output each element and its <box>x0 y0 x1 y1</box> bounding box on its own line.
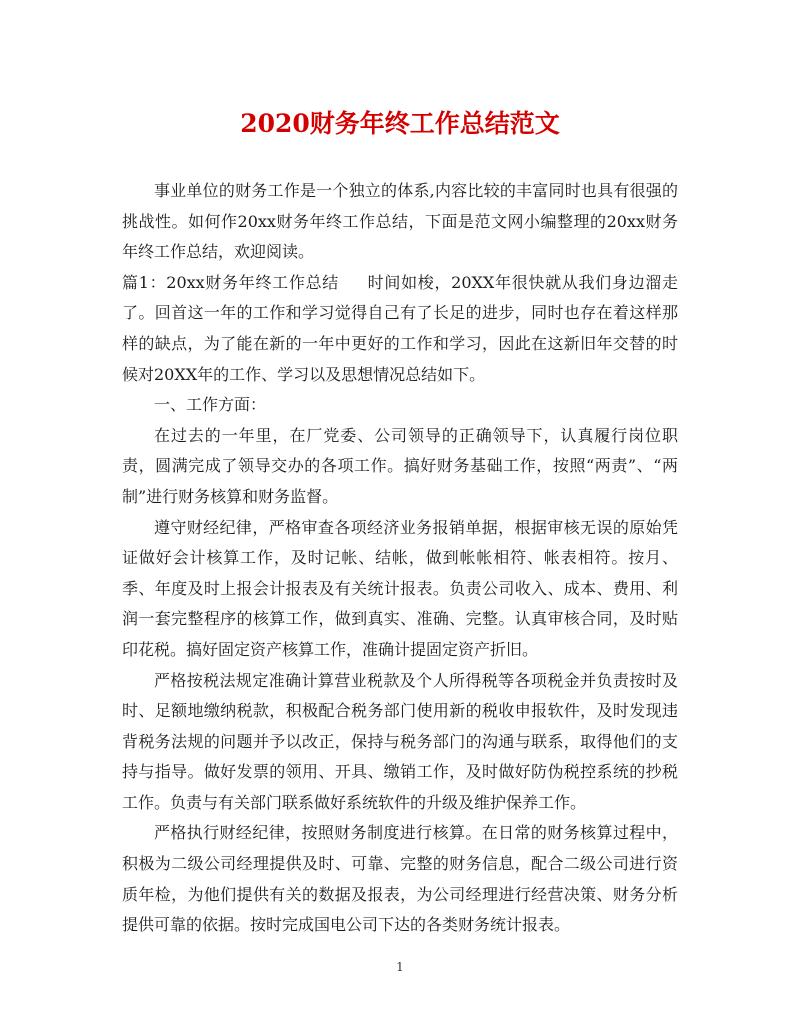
document-title: 2020财务年终工作总结范文 <box>240 109 560 138</box>
document-body <box>122 176 678 941</box>
intro-paragraph: 事业单位的财务工作是一个独立的体系,内容比较的丰富同时也具有很强的挑战性。如何作20xx财务年终工作总结，下面是范文网小编整理的20xx财务年终工作总结，欢迎阅读。 <box>122 181 678 262</box>
paragraph-3: 严格按税法规定准确计算营业税款及个人所得税等各项税金并负责按时及时、足额地缴纳税款，积极配合税务部门使用新的税收申报软件，及时发现违背税务法规的问题并予以改正，保持与税务部门的沟通与联系，取得他们的支持与指导。做好发票的领用、开具、缴销工作，及时做好防伪税控系统的抄税工作。负责与有关部门联系做好系统软件的升级及维护保养工作。 <box>122 670 678 812</box>
section-text: 时间如梭，20XX年很快就从我们身边溜走了。回首这一年的工作和学习觉得自己有了长足的进步，同时也存在着这样那样的缺点，为了能在新的一年中更好的工作和学习，因此在这新旧年交替的时候对20XX年的工作、学习以及思想情况总结如下。 <box>122 272 678 384</box>
section-paragraph <box>122 268 678 390</box>
heading-work: 一、工作方面： <box>154 395 267 415</box>
paragraph-1: 在过去的一年里，在厂党委、公司领导的正确领导下，认真履行岗位职责，圆满完成了领导交办的各项工作。搞好财务基础工作，按照“两责”、“两制”进行财务核算和财务监督。 <box>122 425 678 506</box>
section-label: 篇1：20xx财务年终工作总结 <box>122 272 339 292</box>
page-number: 1 <box>396 960 404 974</box>
paragraph-2: 遵守财经纪律，严格审查各项经济业务报销单据，根据审核无误的原始凭证做好会计核算工作，及时记帐、结帐，做到帐帐相符、帐表相符。按月、季、年度及时上报会计报表及有关统计报表。负责公司收入、成本、费用、利润一套完整程序的核算工作，做到真实、准确、完整。认真审核合同，及时贴印花税。搞好固定资产核算工作，准确计提固定资产折旧。 <box>122 517 678 659</box>
paragraph-4: 严格执行财经纪律，按照财务制度进行核算。在日常的财务核算过程中，积极为二级公司经理提供及时、可靠、完整的财务信息，配合二级公司进行资质年检，为他们提供有关的数据及报表，为公司经理进行经营决策、财务分析提供可靠的依据。按时完成国电公司下达的各类财务统计报表。 <box>122 823 678 935</box>
